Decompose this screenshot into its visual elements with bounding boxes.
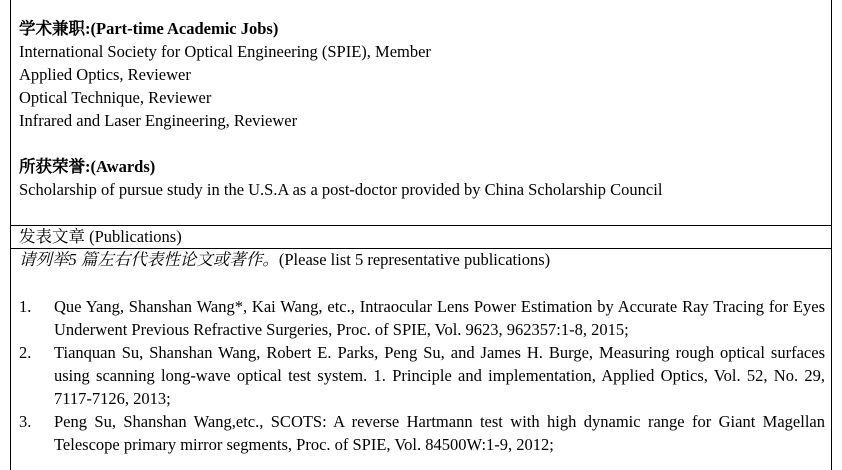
instruction-cn: 请列举5 篇左右代表性论文或著作。: [19, 250, 279, 269]
table-divider: [11, 248, 831, 249]
document-table: [10, 0, 832, 470]
publication-text: Que Yang, Shanshan Wang*, Kai Wang, etc., Intraocular Lens Power Estimation by Accurate Ray Tracing for Eyes Underwent Previous Refractive Surgeries, Proc. of SPIE, Vol. 9623, 962357:1-8, 2015;: [54, 297, 825, 339]
publication-item: [19, 295, 825, 341]
publication-number: 1.: [19, 297, 32, 316]
publication-item: [19, 341, 825, 410]
publications-instruction: [19, 250, 550, 270]
part-time-item: Applied Optics, Reviewer: [19, 65, 191, 84]
awards-heading: 所获荣誉:(Awards): [19, 157, 156, 176]
part-time-item: Infrared and Laser Engineering, Reviewer: [19, 111, 298, 130]
instruction-en: (Please list 5 representative publications): [278, 250, 551, 269]
part-time-item: Optical Technique, Reviewer: [19, 88, 212, 107]
publications-heading: 发表文章 (Publications): [19, 227, 182, 246]
part-time-heading: 学术兼职:(Part-time Academic Jobs): [19, 19, 279, 38]
publication-text: Tianquan Su, Shanshan Wang, Robert E. Parks, Peng Su, and James H. Burge, Measuring rough optical surfaces using scanning long-wave optical test system. 1. Principle and implementation, Applied Optics, Vol. 52, No. 29, 7117-7126, 2013;: [54, 343, 825, 408]
publication-number: 3.: [19, 412, 32, 431]
table-divider: [11, 225, 831, 226]
publication-item: [19, 410, 825, 456]
part-time-item: International Society for Optical Engineering (SPIE), Member: [19, 42, 431, 61]
awards-item: Scholarship of pursue study in the U.S.A as a post-doctor provided by China Scholarship Council: [19, 180, 663, 199]
publication-text: Peng Su, Shanshan Wang,etc., SCOTS: A reverse Hartmann test with high dynamic range for Giant Magellan Telescope primary mirror segments, Proc. of SPIE, Vol. 84500W:1-9, 2012;: [54, 412, 825, 454]
publication-number: 2.: [19, 343, 32, 362]
